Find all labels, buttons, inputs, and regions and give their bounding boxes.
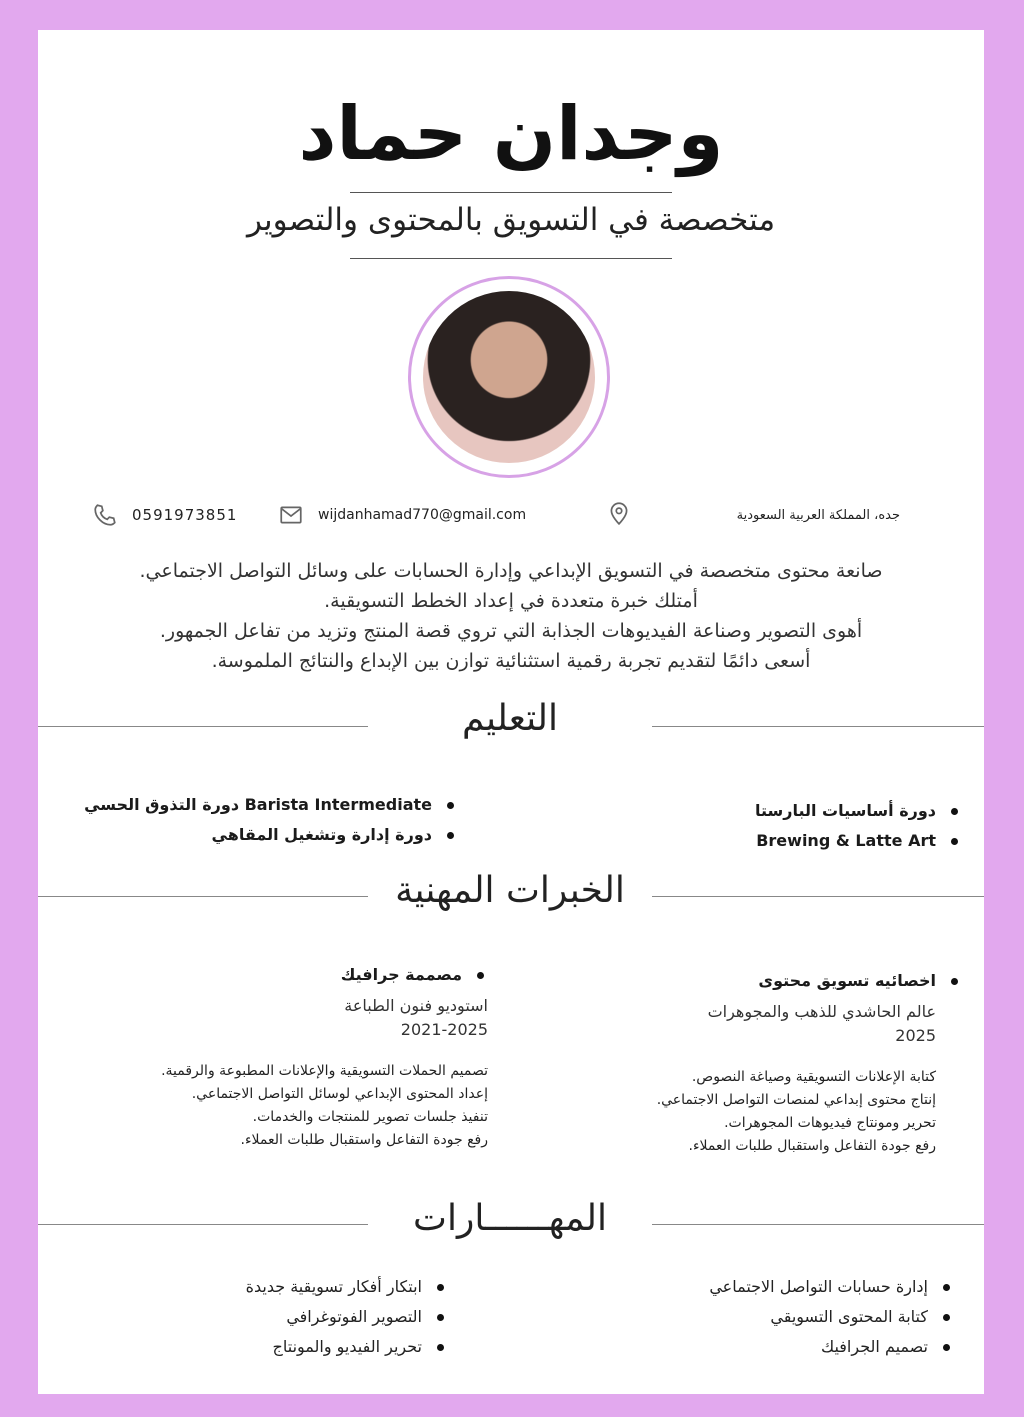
job-company: استوديو فنون الطباعة (344, 996, 488, 1015)
location-pin-icon (606, 498, 632, 528)
job-duty: إعداد المحتوى الإبداعي لوسائل التواصل الاجتماعي. (191, 1086, 488, 1102)
job-duty: إنتاج محتوى إبداعي لمنصات التواصل الاجتماعي. (656, 1092, 936, 1108)
title-rule-bottom (350, 258, 672, 259)
summary-line: أمتلك خبرة متعددة في إعداد الخطط التسويقية. (324, 590, 698, 612)
experience-rule-right (652, 896, 984, 897)
location-text: جده، المملكة العربية السعودية (736, 508, 900, 523)
job-duty: كتابة الإعلانات التسويقية وصياغة النصوص. (691, 1069, 936, 1085)
contact-location (604, 498, 904, 532)
education-rule-left (38, 726, 368, 727)
phone-icon (92, 502, 118, 528)
job-role-list (582, 966, 962, 996)
job-duty: رفع جودة التفاعل واستقبال طلبات العملاء. (240, 1132, 488, 1148)
contact-phone (92, 500, 237, 530)
job-company: عالم الحاشدي للذهب والمجوهرات (707, 1002, 936, 1021)
email-address[interactable]: wijdanhamad770@gmail.com (318, 507, 527, 523)
job-duties (582, 1066, 962, 1158)
education-heading: التعليم (462, 698, 558, 739)
skill-item: التصوير الفوتوغرافي (198, 1302, 448, 1332)
experience-job-right (582, 966, 962, 1158)
phone-number[interactable]: 0591973851 (132, 506, 238, 524)
skills-list-left (198, 1272, 448, 1362)
profile-photo-frame (408, 276, 610, 478)
job-duty: تنفيذ جلسات تصوير للمنتجات والخدمات. (252, 1109, 488, 1125)
experience-job-left (78, 960, 488, 1152)
skill-item: تحرير الفيديو والمونتاج (198, 1332, 448, 1362)
summary-line: أسعى دائمًا لتقديم تجربة رقمية استثنائية توازن بين الإبداع والنتائج الملموسة. (211, 650, 811, 672)
resume-page (38, 30, 984, 1394)
experience-heading: الخبرات المهنية (395, 870, 625, 911)
skills-rule-left (38, 1224, 368, 1225)
education-item: Barista Intermediate دورة التذوق الحسي (78, 790, 458, 820)
skill-item: تصميم الجرافيك (594, 1332, 954, 1362)
skills-rule-right (652, 1224, 984, 1225)
mail-icon (278, 502, 304, 528)
job-duty: تصميم الحملات التسويقية والإعلانات المطبوعة والرقمية. (161, 1063, 488, 1079)
education-item: دورة إدارة وتشغيل المقاهي (78, 820, 458, 850)
skills-heading: المهــــــارات (413, 1198, 607, 1239)
skill-item: كتابة المحتوى التسويقي (594, 1302, 954, 1332)
skills-list-right (594, 1272, 954, 1362)
summary-line: صانعة محتوى متخصصة في التسويق الإبداعي وإدارة الحسابات على وسائل التواصل الاجتماعي. (139, 560, 883, 582)
job-role-list (138, 960, 488, 990)
profile-summary (78, 556, 944, 676)
job-duties (106, 1060, 488, 1152)
title-rule-top (350, 192, 672, 193)
skill-item: ابتكار أفكار تسويقية جديدة (198, 1272, 448, 1302)
job-period: 2025 (895, 1026, 936, 1045)
education-item: دورة أساسيات البارستا (582, 796, 962, 826)
experience-rule-left (38, 896, 368, 897)
contact-email (278, 500, 526, 530)
education-list-left (78, 790, 458, 850)
profile-photo (423, 291, 595, 463)
job-period: 2021-2025 (400, 1020, 488, 1039)
job-role: اخصائيه تسويق محتوى (582, 966, 962, 996)
job-duty: رفع جودة التفاعل واستقبال طلبات العملاء. (688, 1138, 936, 1154)
education-rule-right (652, 726, 984, 727)
job-title: متخصصة في التسويق بالمحتوى والتصوير (246, 202, 776, 238)
summary-line: أهوى التصوير وصناعة الفيديوهات الجذابة التي تروي قصة المنتج وتزيد من تفاعل الجمهور. (159, 620, 863, 642)
job-duty: تحرير ومونتاج فيديوهات المجوهرات. (724, 1115, 936, 1131)
job-role: مصممة جرافيك (138, 960, 488, 990)
full-name: وجدان حماد (298, 91, 724, 177)
education-item: Brewing & Latte Art (582, 826, 962, 856)
education-list-right (582, 796, 962, 856)
skill-item: إدارة حسابات التواصل الاجتماعي (594, 1272, 954, 1302)
